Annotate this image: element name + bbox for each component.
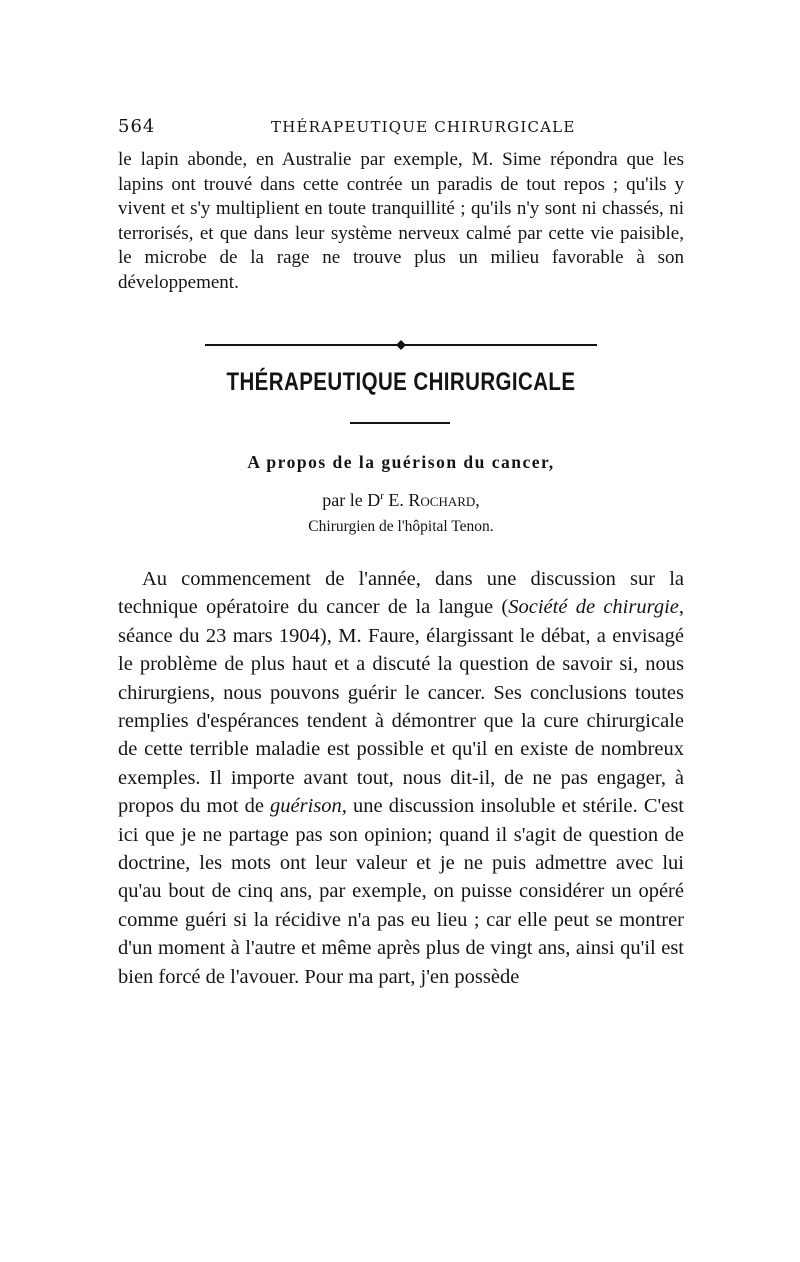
body-part-2: , séance du 23 mars 1904), M. Faure, élargissant le débat, a envisagé le problème de plus haut et a discuté la question de savoir si, nous chirurgiens, nous pouvons guérir le cancer. Ses conclusions toutes remplies d'espérances tendent à démontrer que la cure chirurgicale de cette terrible maladie est possible et qu'il en existe de nombreux exemples. Il importe avant tout, nous dit-il, de ne pas engager, à propos du mot de [118, 596, 684, 818]
title-rule [350, 422, 450, 424]
affiliation: Chirurgien de l'hôpital Tenon. [308, 518, 494, 535]
previous-paragraph: le lapin abonde, en Australie par exemple, M. Sime répondra que les lapins ont trouvé dans cette contrée un paradis de tout repos ; qu'ils y vivent et s'y multiplient en toute tranquillité ; qu'ils n'y sont ni chassés, ni terrorisés, et que dans leur système nerveux calmé par cette vie paisible, le microbe de la rage ne trouve plus un milieu favorable à son développement. [118, 149, 684, 293]
byline [118, 490, 684, 511]
body-italic-2: guérison [270, 795, 342, 818]
article-title: A propos de la guérison du cancer, [247, 452, 555, 472]
byline-initial: E. [383, 490, 409, 510]
running-head: THÉRAPEUTIQUE CHIRURGICALE [271, 118, 576, 136]
body-paragraph [118, 565, 684, 991]
author-name: Rochard, [408, 490, 480, 510]
body-italic-1: Société de chirurgie [508, 596, 679, 619]
ornamental-divider [205, 340, 597, 350]
section-title: THÉRAPEUTIQUE CHIRURGICALE [226, 368, 576, 396]
page-number: 564 [118, 116, 156, 137]
byline-prefix: par le D [322, 490, 381, 510]
body-part-3: , une discussion insoluble et stérile. C'est ici que je ne partage pas son opinion; quand il s'agit de question de doctrine, les mots ont leur valeur et je ne puis admettre avec lui qu'au bout de cinq ans, par exemple, on puisse considérer un opéré comme guéri si la récidive n'a pas eu lieu ; car elle peut se montrer d'un moment à l'autre et même après plus de vingt ans, ainsi qu'il est bien forcé de l'avouer. Pour ma part, j'en possède [118, 795, 684, 988]
byline-sup: r [380, 490, 384, 502]
body-part-1: Au commencement de l'année, dans une discussion sur la technique opératoire du cancer de la langue ( [118, 568, 684, 619]
